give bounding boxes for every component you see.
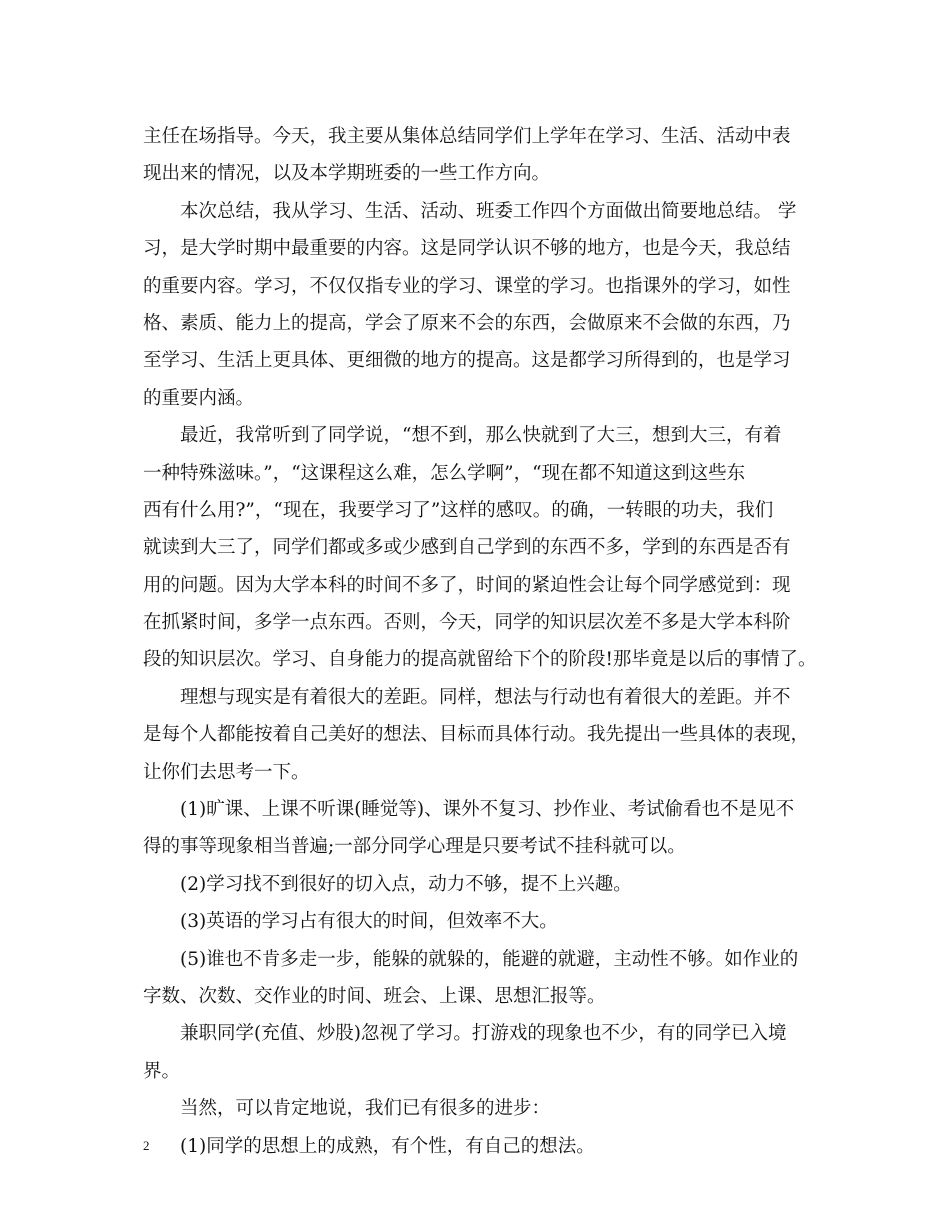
text-line: 最近，我常听到了同学说，“想不到，那么快就到了大三，想到大三，有着 — [180, 425, 782, 447]
text-line: (2)学习找不到很好的切入点，动力不够，提不上兴趣。 — [180, 873, 632, 895]
text-line: 当然，可以肯定地说，我们已有很多的进步： — [180, 1098, 551, 1120]
text-line: 现出来的情况，以及本学期班委的一些工作方向。 — [143, 163, 551, 185]
body-text — [143, 118, 817, 1165]
text-line: 理想与现实是有着很大的差距。同样，想法与行动也有着很大的差距。并不 — [180, 686, 791, 708]
page-number: 2 — [143, 1138, 150, 1153]
text-line: 用的问题。因为大学本科的时间不多了，时间的紧迫性会让每个同学感觉到：现 — [143, 574, 791, 596]
text-line: (1)旷课、上课不听课(睡觉等)、课外不复习、抄作业、考试偷看也不是见不 — [180, 799, 795, 821]
text-line: 的重要内涵。 — [143, 387, 255, 409]
text-line: 一种特殊滋味。”，“这课程这么难，怎么学啊”，“现在都不知道这到这些东 — [143, 462, 746, 484]
text-line: 习，是大学时期中最重要的内容。这是同学认识不够的地方，也是今天，我总结 — [143, 238, 791, 260]
text-line: 主任在场指导。今天，我主要从集体总结同学们上学年在学习、生活、活动中表 — [143, 126, 791, 147]
text-line: 本次总结，我从学习、生活、活动、班委工作四个方面做出简要地总结。 学 — [180, 200, 797, 222]
text-line: 格、素质、能力上的提高，学会了原来不会的东西，会做原来不会做的东西，乃 — [143, 312, 791, 334]
text-line: 段的知识层次。学习、自身能力的提高就留给下个的阶段!那毕竟是以后的事情了。 — [143, 649, 817, 671]
text-line: 至学习、生活上更具体、更细微的地方的提高。这是都学习所得到的，也是学习 — [143, 350, 791, 372]
text-line: 的重要内容。学习，不仅仅指专业的学习、课堂的学习。也指课外的学习，如性 — [143, 275, 791, 297]
text-line: 西有什么用?”，“现在，我要学习了”这样的感叹。的确，一转眼的功夫，我们 — [143, 499, 774, 521]
text-line: (1)同学的思想上的成熟，有个性，有自己的想法。 — [180, 1135, 595, 1157]
text-line: 字数、次数、交作业的时间、班会、上课、思想汇报等。 — [143, 985, 606, 1007]
text-line: 兼职同学(充值、炒股)忽视了学习。打游戏的现象也不少，有的同学已入境 — [180, 1023, 787, 1045]
text-line: 在抓紧时间，多学一点东西。否则，今天，同学的知识层次差不多是大学本科阶 — [143, 612, 791, 634]
text-line: (5)谁也不肯多走一步，能躲的就躲的，能避的就避，主动性不够。如作业的 — [180, 948, 799, 970]
text-line: 得的事等现象相当普遍;一部分同学心理是只要考试不挂科就可以。 — [143, 836, 686, 858]
text-line: 界。 — [143, 1060, 181, 1082]
text-line: 就读到大三了，同学们都或多或少感到自己学到的东西不多，学到的东西是否有 — [143, 537, 791, 559]
text-line: 让你们去思考一下。 — [143, 761, 310, 783]
text-line: (3)英语的学习占有很大的时间，但效率不大。 — [180, 911, 558, 933]
text-line: 是每个人都能按着自己美好的想法、目标而具体行动。我先提出一些具体的表现， — [143, 724, 810, 746]
